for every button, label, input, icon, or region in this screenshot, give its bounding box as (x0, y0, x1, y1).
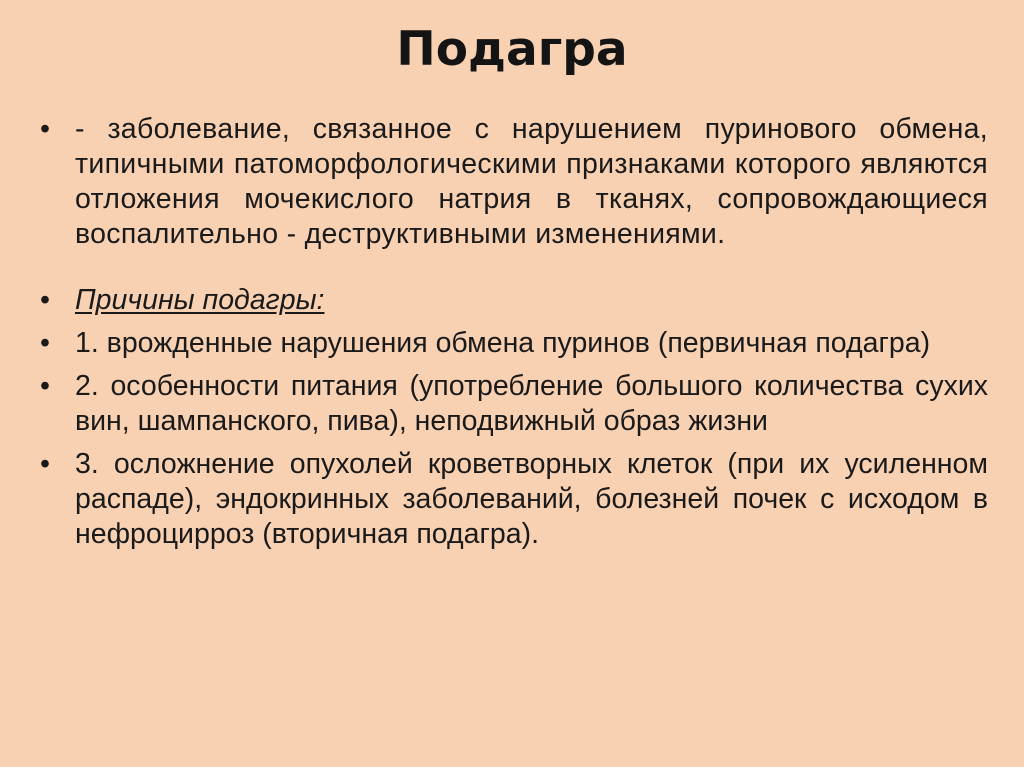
slide-content (40, 112, 988, 552)
bullet-icon: • (40, 448, 50, 480)
list-item-definition (40, 112, 988, 252)
cause-text: 3. осложнение опухолей кроветворных клеток (при их усиленном распаде), эндокринных заболеваний, болезней почек с исходом в нефроцирроз (вторичная подагра). (75, 448, 988, 550)
bullet-icon: • (40, 327, 50, 359)
slide-title: Подагра (396, 22, 628, 77)
bullet-icon: • (40, 284, 50, 316)
cause-text: 2. особенности питания (употребление большого количества сухих вин, шампанского, пива), неподвижный образ жизни (75, 370, 988, 437)
list-item-cause-2 (40, 369, 988, 439)
causes-heading: Причины подагры: (75, 284, 325, 316)
list-item-causes-heading (40, 283, 988, 318)
definition-text: - заболевание, связанное с нарушением пуринового обмена, типичными патоморфологическими признаками которого являются отложения мочекислого натрия в тканях, сопровождающиеся воспалительно - деструктивными изменениями. (75, 113, 988, 250)
list-item-cause-3 (40, 447, 988, 552)
list-item-cause-1 (40, 326, 988, 361)
bullet-icon: • (40, 370, 50, 402)
bullet-icon: • (40, 113, 51, 145)
cause-text: 1. врожденные нарушения обмена пуринов (первичная подагра) (75, 327, 931, 359)
